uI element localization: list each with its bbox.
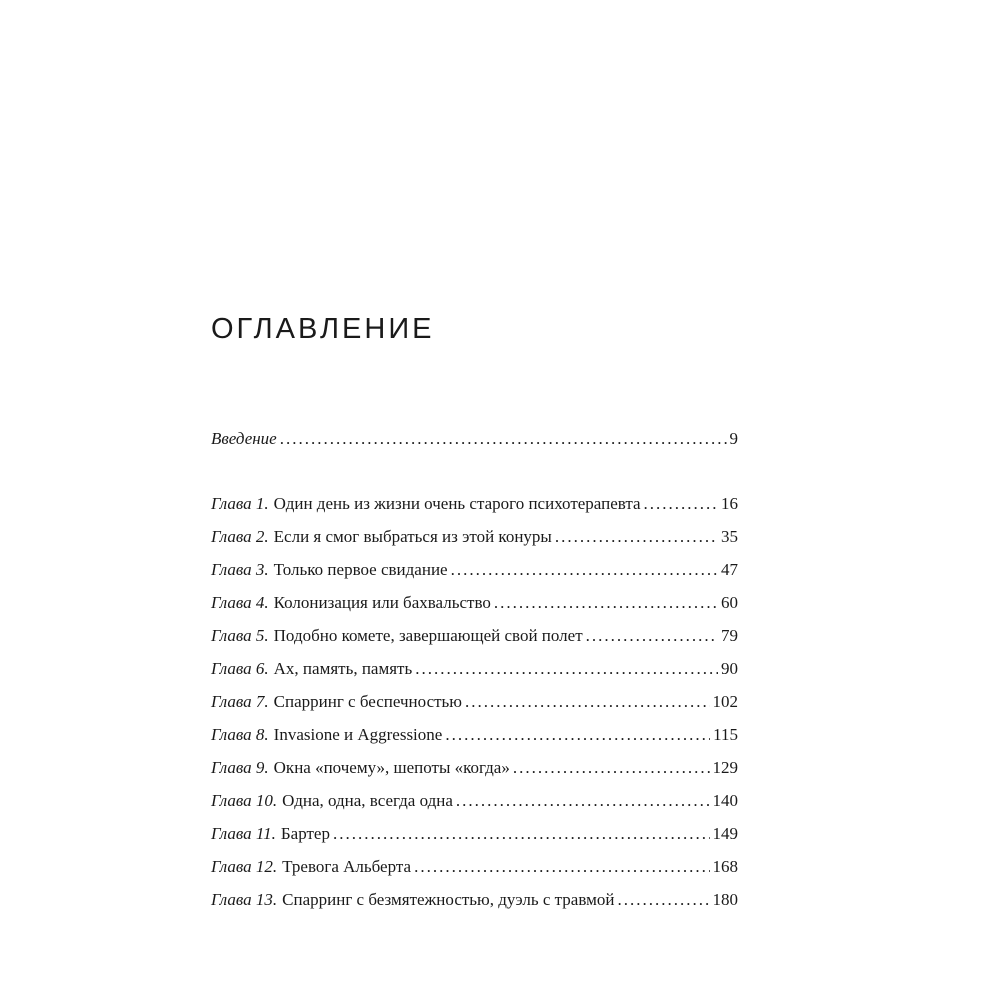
toc-entry-title: Окна «почему», шепоты «когда» [273, 758, 510, 777]
dot-leader [513, 754, 710, 782]
toc-entry-label: Глава 6. [211, 659, 269, 678]
dot-leader [494, 589, 718, 617]
toc-entry-chapter-7[interactable] [211, 688, 738, 716]
dot-leader [415, 655, 718, 683]
toc-page-number: 47 [721, 560, 738, 579]
toc-entry-label: Введение [211, 429, 277, 448]
toc-entry-chapter-2[interactable] [211, 523, 738, 551]
toc-page-number: 129 [712, 758, 738, 777]
toc-page-number: 60 [721, 593, 738, 612]
toc-entry-chapter-12[interactable] [211, 853, 738, 881]
toc-page-number: 149 [712, 824, 738, 843]
toc-entry-title: Только первое свидание [273, 560, 448, 579]
toc-entry-title: Ах, память, память [273, 659, 413, 678]
toc-entry-title: Спарринг с безмятежностью, дуэль с травмой [282, 890, 615, 909]
toc-entry-label: Глава 8. [211, 725, 269, 744]
toc-page-number: 115 [713, 725, 738, 744]
toc-entry-label: Глава 4. [211, 593, 269, 612]
toc-entry-title: Колонизация или бахвальство [273, 593, 491, 612]
dot-leader [644, 490, 718, 518]
toc-entry-introduction[interactable] [211, 425, 738, 453]
toc-page-number: 180 [712, 890, 738, 909]
toc-page-number: 16 [721, 494, 738, 513]
toc-entry-label: Глава 9. [211, 758, 269, 777]
toc-entry-chapter-6[interactable] [211, 655, 738, 683]
toc-entry-title: Тревога Альберта [282, 857, 412, 876]
toc-page-number: 102 [712, 692, 738, 711]
dot-leader [280, 425, 727, 453]
toc-entry-chapter-1[interactable] [211, 490, 738, 518]
toc-entry-chapter-11[interactable] [211, 820, 738, 848]
toc-entry-label: Глава 11. [211, 824, 276, 843]
toc-entry-label: Глава 10. [211, 791, 278, 810]
toc-entry-chapter-10[interactable] [211, 787, 738, 815]
toc-entry-title: Один день из жизни очень старого психотерапевта [273, 494, 641, 513]
toc-entry-label: Глава 5. [211, 626, 269, 645]
dot-leader [451, 556, 718, 584]
dot-leader [465, 688, 709, 716]
dot-leader [414, 853, 709, 881]
toc-entry-label: Глава 3. [211, 560, 269, 579]
toc-entry-label: Глава 12. [211, 857, 278, 876]
toc-entry-title: Invasione и Aggressione [273, 725, 443, 744]
toc-entry-title: Одна, одна, всегда одна [282, 791, 453, 810]
toc-page-number: 140 [712, 791, 738, 810]
dot-leader [617, 886, 709, 914]
toc-entry-chapter-8[interactable] [211, 721, 738, 749]
toc-entry-chapter-13[interactable] [211, 886, 738, 914]
page-title: ОГЛАВЛЕНИЕ [211, 313, 435, 345]
toc-entry-chapter-3[interactable] [211, 556, 738, 584]
toc-entry-title: Спарринг с беспечностью [273, 692, 463, 711]
toc-page-number: 35 [721, 527, 738, 546]
dot-leader [586, 622, 718, 650]
toc-entry-chapter-4[interactable] [211, 589, 738, 617]
toc-entry-label: Глава 1. [211, 494, 269, 513]
toc-entry-title: Подобно комете, завершающей свой полет [273, 626, 583, 645]
dot-leader [555, 523, 718, 551]
dot-leader [456, 787, 710, 815]
toc-entry-title: Бартер [280, 824, 330, 843]
dot-leader [333, 820, 710, 848]
toc-page-number: 9 [729, 429, 738, 448]
toc-entry-chapter-9[interactable] [211, 754, 738, 782]
toc-entry-chapter-5[interactable] [211, 622, 738, 650]
toc-entry-label: Глава 7. [211, 692, 269, 711]
toc-entry-label: Глава 2. [211, 527, 269, 546]
toc-entry-label: Глава 13. [211, 890, 278, 909]
toc-page-number: 90 [721, 659, 738, 678]
toc-page-number: 79 [721, 626, 738, 645]
toc-entry-title: Если я смог выбраться из этой конуры [273, 527, 552, 546]
dot-leader [445, 721, 710, 749]
toc-page-number: 168 [712, 857, 738, 876]
